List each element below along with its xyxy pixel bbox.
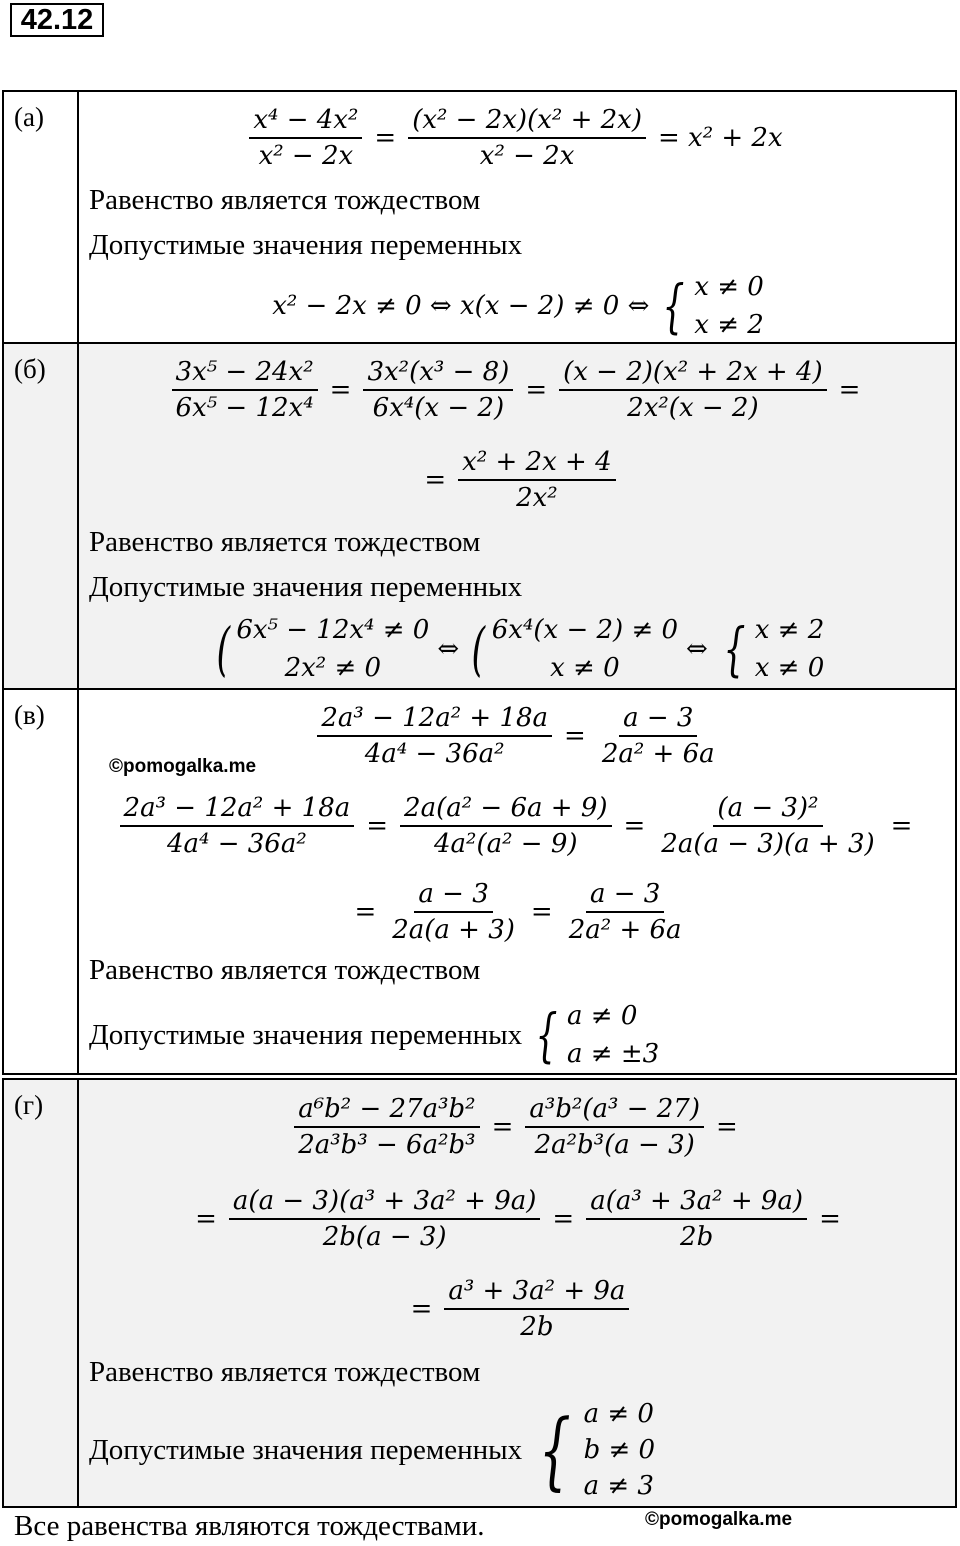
part-a-equation: $\frac{\text{x⁴ − 4x²}}{\text{x² − 2x}}$ = $\frac{\text{(x² − 2x)(x² + 2x)}}{\text{x² − 2x}}$ = x² + 2x <box>81 98 955 178</box>
domain-line <box>89 996 659 1074</box>
part-v-statement: $\frac{\text{2a³ − 12a² + 18a}}{\text{4a⁴ − 36a²}}$ = $\frac{a - 3}{\text{2a² + 6a}}$ <box>81 694 955 778</box>
part-g-row <box>4 1080 955 1506</box>
part-v-equation-1: $\frac{\text{2a³ − 12a² + 18a}}{\text{4a⁴ − 36a²}}$ = $\frac{\text{2a(a² − 6a + 9)}}{\text{4a²(a² − 9)}}$ = $\frac{\text{(a − 3)²}}{2a(a - 3)(a + 3)}$ = <box>81 784 955 868</box>
domain-label: Допустимые значения переменных <box>89 1433 523 1466</box>
part-b-label: (б) <box>4 344 79 688</box>
part-b-equation-1: $\frac{\text{3x⁵ − 24x²}}{\text{6x⁵ − 12x⁴}}$ = $\frac{\text{3x²(x³ − 8)}}{\text{6x⁴(x − 2)}}$ = $\frac{\text{(x − 2)(x² + 2x + 4)}}{\text{2x²(x − 2)}}$ = <box>81 348 955 432</box>
identity-text: Равенство является тождеством <box>89 184 481 216</box>
part-g-equation-2: = $\frac{\text{a(a − 3)(a³ + 3a² + 9a)}}{2b(a - 3)}$ = $\frac{\text{a(a³ + 3a² + 9a)}}{2b}$ = <box>195 1186 841 1252</box>
fraction: $\frac{\text{x⁴ − 4x²}}{\text{x² − 2x}}$ <box>249 105 362 171</box>
domain-expression: ( 6x⁵ − 12x⁴ ≠ 0 2x² ≠ 0 ⇔ ( 6x⁴(x − 2) ≠ 0 x ≠ 0 ⇔ { x ≠ 2 x ≠ 0 <box>216 615 825 683</box>
part-v-row <box>4 690 955 1073</box>
conclusion-text: Все равенства являются тождествами. <box>14 1510 485 1542</box>
domain-label: Допустимые значения переменных <box>89 1018 523 1051</box>
part-a-label: (а) <box>4 92 79 342</box>
problem-number: 42.12 <box>10 3 104 37</box>
part-v-equation-2: = $\frac{a - 3}{2a(a + 3)}$ = $\frac{a - 3}{\text{2a² + 6a}}$ <box>354 879 682 945</box>
system-of-conditions: { a ≠ 0 a ≠ ±3 <box>535 1001 660 1069</box>
part-b-row <box>4 344 955 690</box>
domain-label: Допустимые значения переменных <box>89 571 523 603</box>
part-a-row <box>4 92 955 344</box>
system-of-conditions: { a ≠ 0 b ≠ 0 a ≠ 3 <box>538 1399 656 1501</box>
part-v-label: (в) <box>4 690 79 1073</box>
identity-text: Равенство является тождеством <box>89 526 481 558</box>
part-b-equation-2: = $\frac{\text{x² + 2x + 4}}{\text{2x²}}$ <box>81 438 955 522</box>
domain-expression: x² − 2x ≠ 0 ⇔ x(x − 2) ≠ 0 ⇔ { x ≠ 0 x ≠ 2 <box>81 267 955 345</box>
system-of-conditions: { x ≠ 0 x ≠ 2 <box>662 272 764 340</box>
solution-table-2 <box>2 1078 957 1508</box>
part-g-content <box>81 1080 955 1506</box>
identity-text: Равенство является тождеством <box>89 954 481 986</box>
watermark-footer: ©pomogalka.me <box>645 1509 793 1530</box>
part-a-content <box>81 92 955 342</box>
watermark: ©pomogalka.me <box>109 756 257 777</box>
part-g-equation-1: $\frac{\text{a⁶b² − 27a³b²}}{\text{2a³b³ − 6a²b³}}$ = $\frac{\text{a³b²(a³ − 27)}}{\text{2a²b³(a − 3)}}$ = <box>81 1084 955 1170</box>
part-v-content <box>81 690 955 1073</box>
domain-label: Допустимые значения переменных <box>89 229 523 261</box>
part-g-label: (г) <box>4 1080 79 1506</box>
part-b-content <box>81 344 955 688</box>
domain-line <box>89 1396 655 1504</box>
identity-text: Равенство является тождеством <box>89 1356 481 1388</box>
solution-table-1 <box>2 90 957 1075</box>
part-g-equation-3: = $\frac{\text{a³ + 3a² + 9a}}{2b}$ <box>81 1266 955 1352</box>
fraction: $\frac{\text{(x² − 2x)(x² + 2x)}}{\text{x² − 2x}}$ <box>408 105 646 171</box>
